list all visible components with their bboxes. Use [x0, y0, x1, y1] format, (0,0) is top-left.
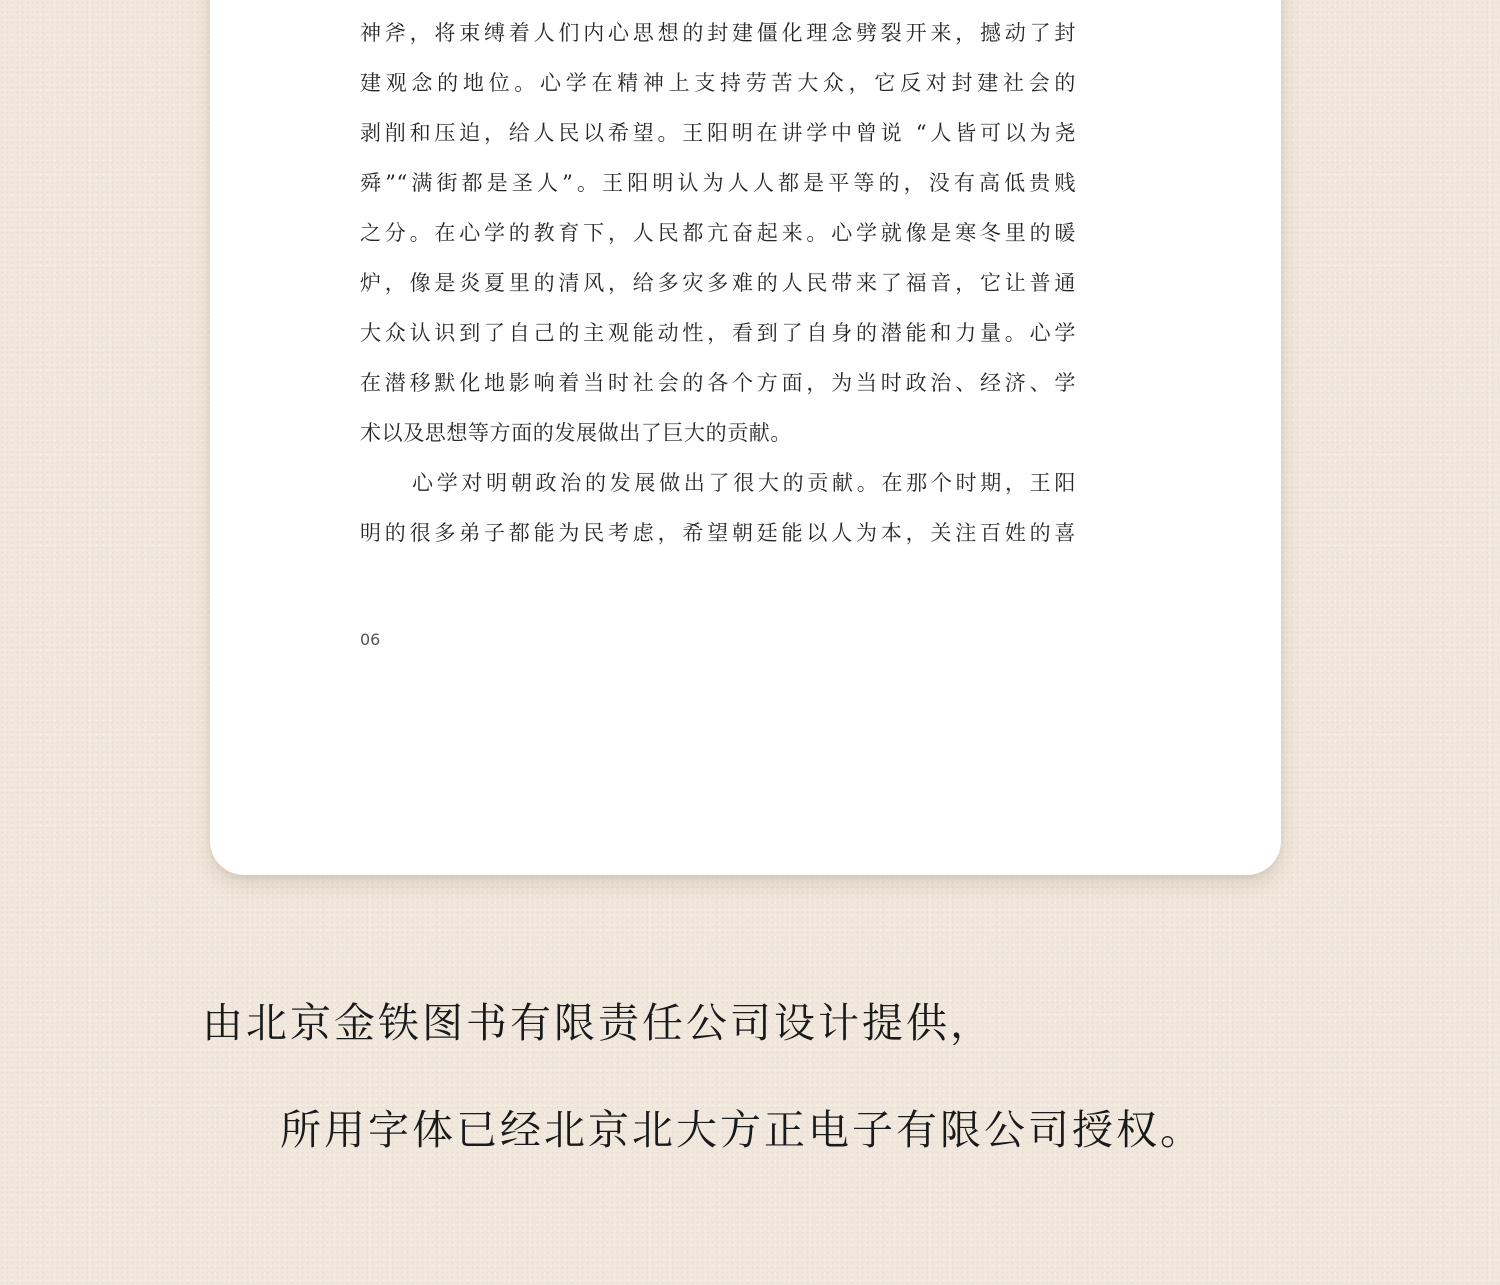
- book-text-line: 炉，像是炎夏里的清风，给多灾多难的人民带来了福音，它让普通: [360, 271, 1076, 295]
- book-text-line: 舜”“满街都是圣人”。王阳明认为人人都是平等的，没有高低贵贱: [360, 171, 1076, 195]
- credit-line-font-license: 所用字体已经北京北大方正电子有限公司授权。: [280, 1106, 1204, 1154]
- book-text-line: 剥削和压迫，给人民以希望。王阳明在讲学中曾说 “人皆可以为尧: [360, 121, 1076, 145]
- page-number: 06: [360, 630, 381, 649]
- book-text-line: 大众认识到了自己的主观能动性，看到了自身的潜能和力量。心学: [360, 321, 1076, 345]
- book-text-line: 在潜移默化地影响着当时社会的各个方面，为当时政治、经济、学: [360, 371, 1076, 395]
- book-text-line: 心学对明朝政治的发展做出了很大的贡献。在那个时期，王阳: [412, 471, 1076, 495]
- book-text-line: 明的很多弟子都能为民考虑，希望朝廷能以人为本，关注百姓的喜: [360, 521, 1076, 545]
- book-text-line: 神斧，将束缚着人们内心思想的封建僵化理念劈裂开来，撼动了封: [360, 21, 1076, 45]
- book-page-text: [360, 8, 1076, 558]
- book-text-line: 术以及思想等方面的发展做出了巨大的贡献。: [360, 421, 792, 445]
- book-text-line: 之分。在心学的教育下，人民都亢奋起来。心学就像是寒冬里的暖: [360, 221, 1076, 245]
- credit-line-design: 由北京金铁图书有限责任公司设计提供，: [202, 999, 994, 1047]
- book-text-line: 建观念的地位。心学在精神上支持劳苦大众，它反对封建社会的: [360, 71, 1076, 95]
